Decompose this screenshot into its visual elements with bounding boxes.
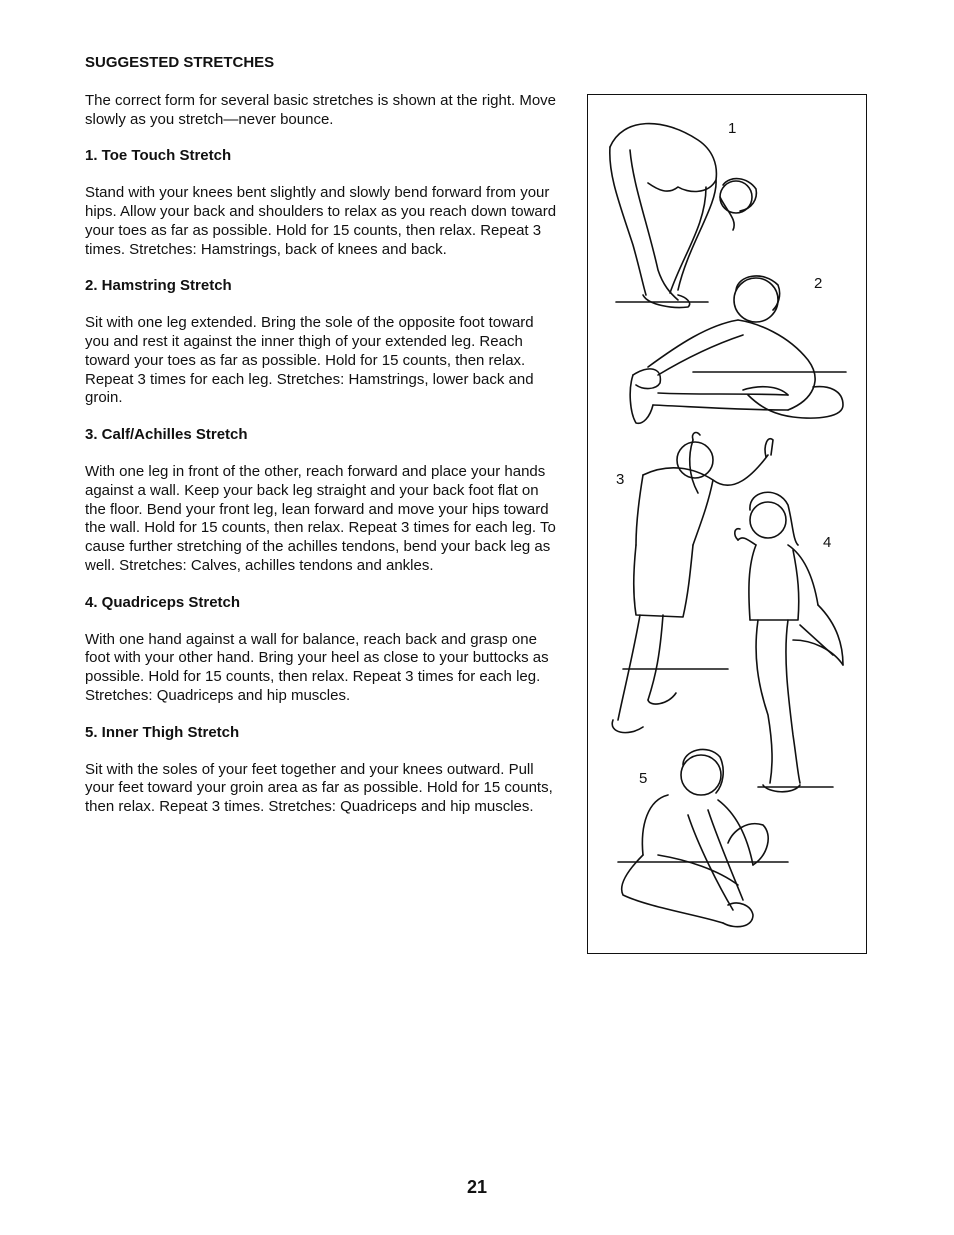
stretch-body-hamstring: Sit with one leg extended. Bring the sole of the opposite foot toward you and rest it against the inner thigh of your extended leg. Reach toward your toes as far as possible. Hold for 15 counts, then relax. Repeat 3 times for each leg. Stretches: Hamstrings, lower back and groin. <box>85 314 534 407</box>
stretch-body-toe-touch: Stand with your knees bent slightly and slowly bend forward from your hips. Allow your back and shoulders to relax as you reach down toward your toes as far as possible. Hold for 15 counts, then relax. Repeat 3 times. Stretches: Hamstrings, back of knees and back. <box>85 184 557 258</box>
stretch-body-inner-thigh: Sit with the soles of your feet together and your knees outward. Pull your feet toward your groin area as far as possible. Hold for 15 counts, then relax. Repeat 3 times. Stretches: Quadriceps and hip muscles. <box>85 760 553 816</box>
page-number: 21 <box>466 1177 488 1197</box>
stretch-heading-calf-achilles: 3. Calf/Achilles Stretch <box>85 426 248 444</box>
section-title: SUGGESTED STRETCHES <box>85 54 275 71</box>
stretch-heading-quadriceps: 4. Quadriceps Stretch <box>85 593 241 611</box>
hamstring-illustration <box>630 276 846 423</box>
figure-label-4: 4 <box>823 534 832 551</box>
figure-label-1: 1 <box>728 120 737 137</box>
stretch-body-quadriceps: With one hand against a wall for balance, reach back and grasp one foot with your other hand. Bring your heel as close to your buttocks as possible. Hold for 15 counts, then relax. Repeat 3 times for each leg. Stretches: Quadriceps and hip muscles. <box>85 630 549 704</box>
figure-label-3: 3 <box>616 471 625 488</box>
stretch-illustrations-panel <box>587 94 867 954</box>
stretch-body-calf-achilles: With one leg in front of the other, reach forward and place your hands against a wall. Keep your back leg straight and your back foot flat on the floor. Bend your front leg, lean forward and move your hips toward the wall. Hold for 15 counts, then relax. Repeat 3 times for each leg. To cause further stretching of the achilles tendons, bend your back leg as well. Stretches: Calves, achilles tendons and ankles. <box>85 462 556 574</box>
toe-touch-illustration <box>610 124 757 308</box>
intro-paragraph: The correct form for several basic stretches is shown at the right. Move slowly as you stretch—never bounce. <box>85 91 557 128</box>
instructions-column <box>85 54 560 835</box>
stretch-heading-inner-thigh: 5. Inner Thigh Stretch <box>85 723 240 741</box>
figure-label-2: 2 <box>814 275 823 292</box>
stretch-heading-toe-touch: 1. Toe Touch Stretch <box>85 147 232 165</box>
stretch-heading-hamstring: 2. Hamstring Stretch <box>85 277 232 295</box>
figure-label-5: 5 <box>639 770 648 787</box>
